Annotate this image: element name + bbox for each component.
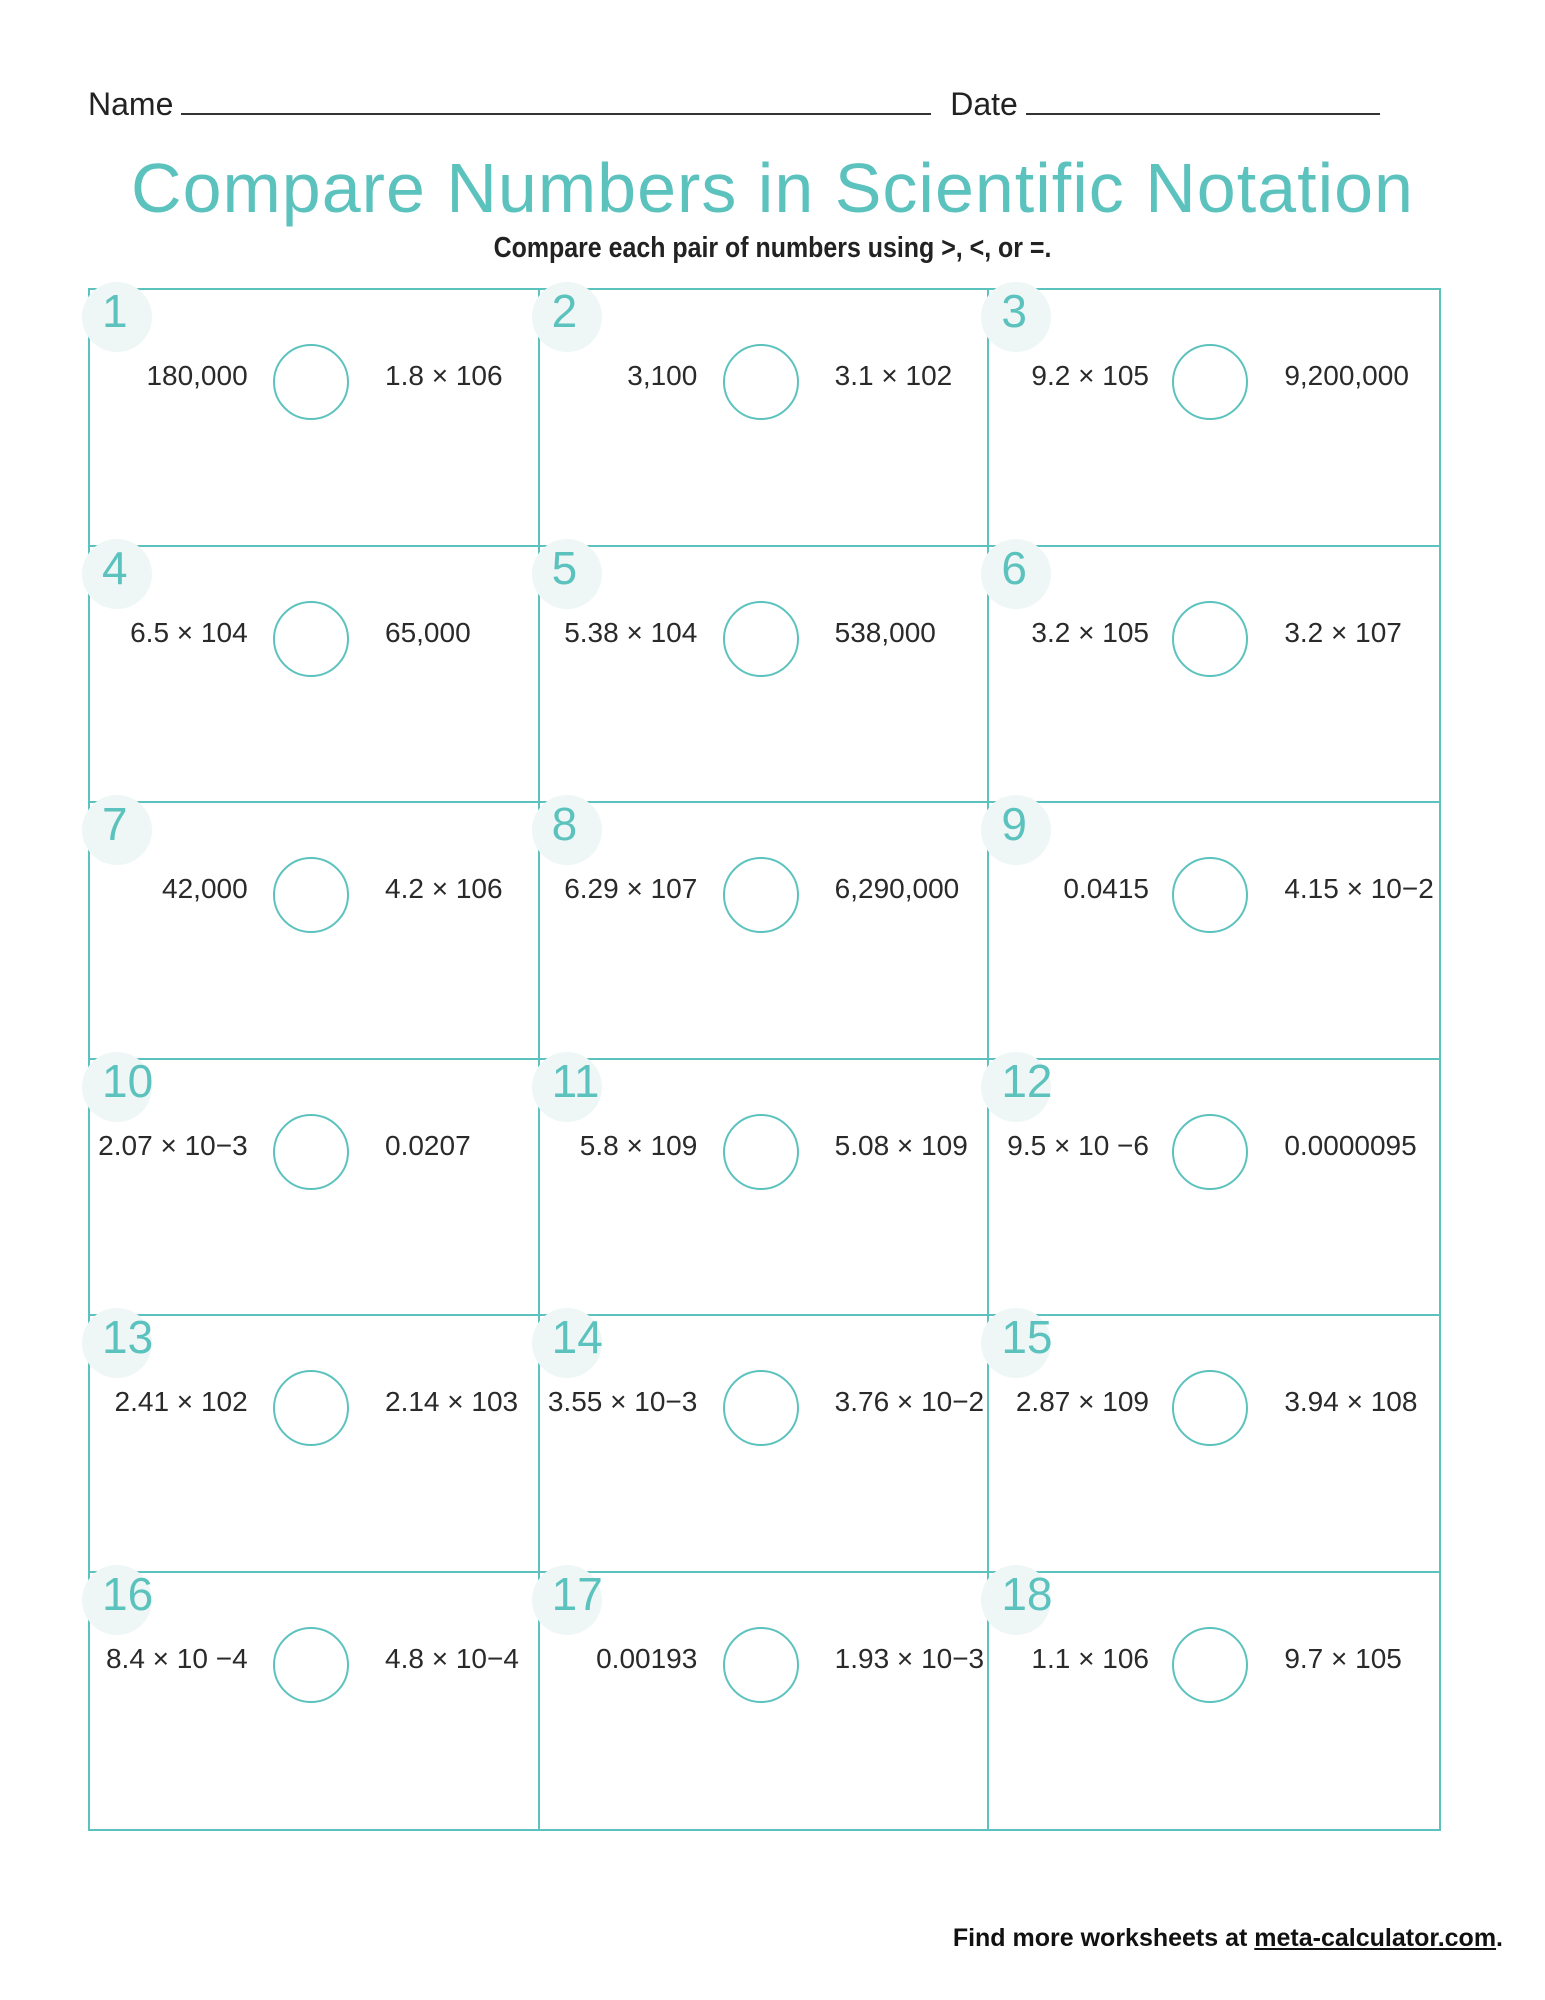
right-value: 3.94 × 108 <box>1284 1386 1418 1417</box>
page-title: Compare Numbers in Scientific Notation <box>131 149 1414 227</box>
left-value: 180,000 <box>146 360 248 391</box>
left-value: 5.38 × 104 <box>564 616 698 648</box>
answer-circle[interactable] <box>723 1627 799 1703</box>
name-label: Name <box>88 86 174 122</box>
header-line <box>88 86 1380 123</box>
right-value: 2.14 × 103 <box>385 1386 519 1417</box>
problem-number: 11 <box>551 1054 600 1107</box>
answer-circle[interactable] <box>723 1114 799 1190</box>
left-value: 3.55 × 10−3 <box>547 1386 698 1417</box>
answer-circle[interactable] <box>273 1627 349 1703</box>
answer-circle[interactable] <box>723 601 799 677</box>
problem-cell <box>90 541 540 804</box>
right-value: 65,000 <box>385 616 471 648</box>
problem-grid <box>88 285 1441 1831</box>
answer-circle[interactable] <box>723 344 799 420</box>
problem-cell <box>540 541 990 804</box>
problem-number: 15 <box>1001 1311 1053 1363</box>
right-value: 9.7 × 105 <box>1284 1642 1402 1674</box>
problem-number: 6 <box>1001 541 1027 594</box>
answer-circle[interactable] <box>1172 1114 1248 1190</box>
problem-cell <box>989 1311 1439 1573</box>
answer-circle[interactable] <box>1172 344 1248 420</box>
left-value: 5.8 × 109 <box>579 1129 698 1161</box>
footer-period: . <box>1496 1924 1503 1952</box>
name-field[interactable] <box>181 87 931 115</box>
left-value: 3,100 <box>627 360 698 391</box>
left-value: 2.41 × 102 <box>114 1386 248 1417</box>
answer-circle[interactable] <box>723 857 799 933</box>
right-value: 3.76 × 10−2 <box>834 1386 985 1417</box>
problem-cell <box>540 798 990 1060</box>
right-value: 9,200,000 <box>1284 360 1409 391</box>
problem-cell <box>989 285 1439 547</box>
left-value: 3.2 × 105 <box>1031 616 1149 648</box>
left-value: 2.87 × 109 <box>1015 1386 1149 1417</box>
answer-circle[interactable] <box>273 1114 349 1190</box>
right-value: 1.93 × 10−3 <box>834 1642 985 1674</box>
problem-cell <box>540 1054 990 1317</box>
left-value: 1.1 × 106 <box>1031 1642 1149 1674</box>
left-value: 8.4 × 10 −4 <box>105 1642 248 1674</box>
problem-number: 12 <box>1001 1054 1053 1107</box>
left-value: 42,000 <box>162 873 248 904</box>
problem-number: 16 <box>102 1567 154 1620</box>
problem-number: 8 <box>551 798 578 850</box>
problem-number: 5 <box>551 541 578 594</box>
problem-cell <box>540 1311 990 1573</box>
problem-number: 18 <box>1001 1567 1053 1620</box>
problem-number: 9 <box>1001 798 1027 850</box>
problem-number: 3 <box>1001 285 1027 337</box>
right-value: 1.8 × 106 <box>385 360 503 391</box>
right-value: 4.8 × 10−4 <box>385 1642 519 1674</box>
right-value: 5.08 × 109 <box>834 1129 968 1161</box>
right-value: 4.15 × 10−2 <box>1284 873 1434 904</box>
right-value: 3.2 × 107 <box>1284 616 1402 648</box>
problem-cell <box>989 1054 1439 1317</box>
right-value: 0.0207 <box>385 1129 471 1161</box>
problem-number: 1 <box>102 285 128 337</box>
answer-circle[interactable] <box>1172 601 1248 677</box>
left-value: 0.0415 <box>1063 873 1149 904</box>
problem-cell <box>90 1054 540 1317</box>
answer-circle[interactable] <box>1172 1627 1248 1703</box>
problem-cell <box>90 798 540 1060</box>
left-value: 2.07 × 10−3 <box>98 1129 248 1161</box>
problem-number: 7 <box>102 798 128 850</box>
right-value: 3.1 × 102 <box>834 360 953 391</box>
answer-circle[interactable] <box>273 857 349 933</box>
instructions: Compare each pair of numbers using >, <, or =. <box>493 232 1052 264</box>
answer-circle[interactable] <box>723 1370 799 1446</box>
problem-cell <box>540 285 990 547</box>
answer-circle[interactable] <box>1172 1370 1248 1446</box>
problem-number: 13 <box>102 1311 154 1363</box>
problem-cell <box>989 1567 1439 1830</box>
problem-cell <box>989 798 1439 1060</box>
right-value: 0.0000095 <box>1284 1129 1417 1161</box>
problem-cell <box>90 285 540 547</box>
footer-text: Find more worksheets at <box>952 1924 1255 1952</box>
answer-circle[interactable] <box>1172 857 1248 933</box>
problem-number: 14 <box>551 1311 603 1363</box>
problem-cell <box>90 1567 540 1830</box>
right-value: 6,290,000 <box>834 873 960 904</box>
left-value: 6.5 × 104 <box>130 616 248 648</box>
date-label: Date <box>950 86 1018 122</box>
answer-circle[interactable] <box>273 601 349 677</box>
answer-circle[interactable] <box>273 344 349 420</box>
problem-cell <box>540 1567 990 1830</box>
problem-cell <box>90 1311 540 1573</box>
problem-number: 17 <box>551 1567 603 1620</box>
footer <box>953 1924 1503 1953</box>
problem-number: 10 <box>102 1054 154 1107</box>
problem-number: 2 <box>551 285 578 337</box>
left-value: 0.00193 <box>596 1642 698 1674</box>
right-value: 4.2 × 106 <box>385 873 503 904</box>
left-value: 9.5 × 10 −6 <box>1007 1129 1149 1161</box>
right-value: 538,000 <box>834 616 936 648</box>
left-value: 6.29 × 107 <box>564 873 698 904</box>
problem-cell <box>989 541 1439 804</box>
date-field[interactable] <box>1026 87 1380 115</box>
problem-number: 4 <box>102 541 128 594</box>
left-value: 9.2 × 105 <box>1031 360 1149 391</box>
answer-circle[interactable] <box>273 1370 349 1446</box>
footer-link[interactable]: meta-calculator.com <box>1254 1924 1497 1952</box>
